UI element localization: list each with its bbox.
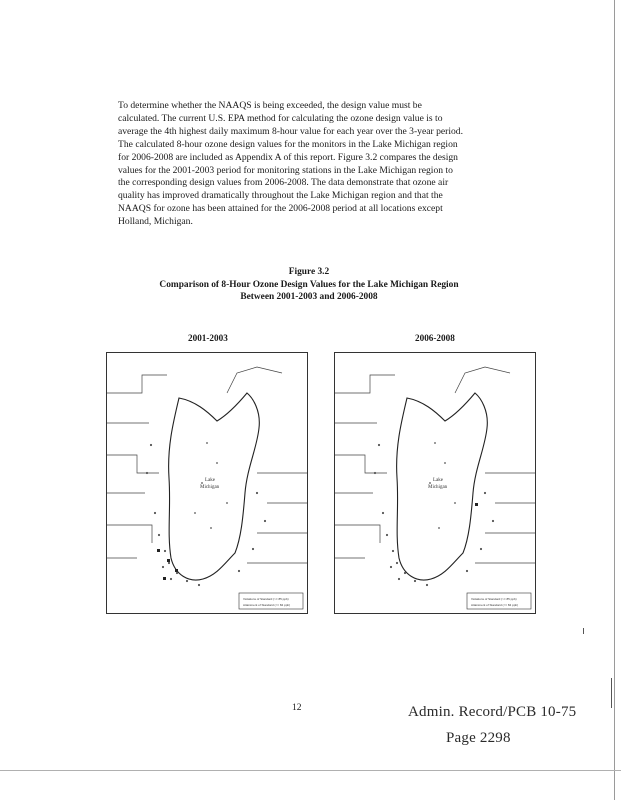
scan-mark <box>583 628 584 634</box>
body-line: calculated. The current U.S. EPA method for calculating the ozone design value is to <box>118 112 443 124</box>
map-right-graphic <box>335 353 535 613</box>
legend-right-2: Attainment of Standard (<= 84 ppb) <box>471 603 519 607</box>
figure-title-line1: Comparison of 8-Hour Ozone Design Values for the Lake Michigan Region <box>159 279 459 290</box>
body-line: quality has improved dramatically throughout the Lake Michigan region and that the <box>118 190 443 202</box>
scan-edge-bottom <box>0 770 621 771</box>
admin-record-page: Page 2298 <box>446 730 511 746</box>
body-line: the corresponding design values from 2006-2008. The data demonstrate that ozone air <box>118 177 449 189</box>
body-line: for 2006-2008 are included as Appendix A of this report. Figure 3.2 compares the design <box>118 151 458 163</box>
page-number: 12 <box>292 703 302 713</box>
legend-left-2: Attainment of Standard (<= 84 ppb) <box>243 603 291 607</box>
scan-mark <box>611 678 612 708</box>
legend-right-1: Violations of Standard (>= 85 ppb) <box>471 597 517 601</box>
lake-label-right-1: Lake <box>433 478 443 483</box>
lake-label-left-1: Lake <box>205 478 215 483</box>
lake-label-left-2: Michigan <box>200 485 220 490</box>
body-line: NAAQS for ozone has been attained for the 2006-2008 period at all locations except <box>118 203 443 215</box>
lake-label-right-2: Michigan <box>428 485 448 490</box>
figure-number: Figure 3.2 <box>288 267 330 277</box>
map-left-graphic <box>107 353 307 613</box>
legend-left-1: Violations of Standard (>= 85 ppb) <box>243 597 289 601</box>
admin-record-stamp: Admin. Record/PCB 10-75 <box>408 704 577 720</box>
body-line: To determine whether the NAAQS is being exceeded, the design value must be <box>118 100 422 111</box>
body-line: The calculated 8-hour ozone design values for the monitors in the Lake Michigan region <box>118 138 458 150</box>
body-line: average the 4th highest daily maximum 8-hour value for each year over the 3-year period. <box>118 125 463 137</box>
body-line: Holland, Michigan. <box>118 216 193 228</box>
body-paragraph <box>118 100 500 229</box>
map-label-left: 2001-2003 <box>188 333 228 343</box>
body-line: values for the 2001-2003 period for monitoring stations in the Lake Michigan region to <box>118 164 453 176</box>
ozone-map-right <box>334 352 536 614</box>
scan-edge-right <box>614 0 615 800</box>
ozone-map-left <box>106 352 308 614</box>
figure-caption <box>118 266 500 304</box>
map-label-right: 2006-2008 <box>415 333 455 343</box>
figure-title-line2: Between 2001-2003 and 2006-2008 <box>240 292 378 302</box>
